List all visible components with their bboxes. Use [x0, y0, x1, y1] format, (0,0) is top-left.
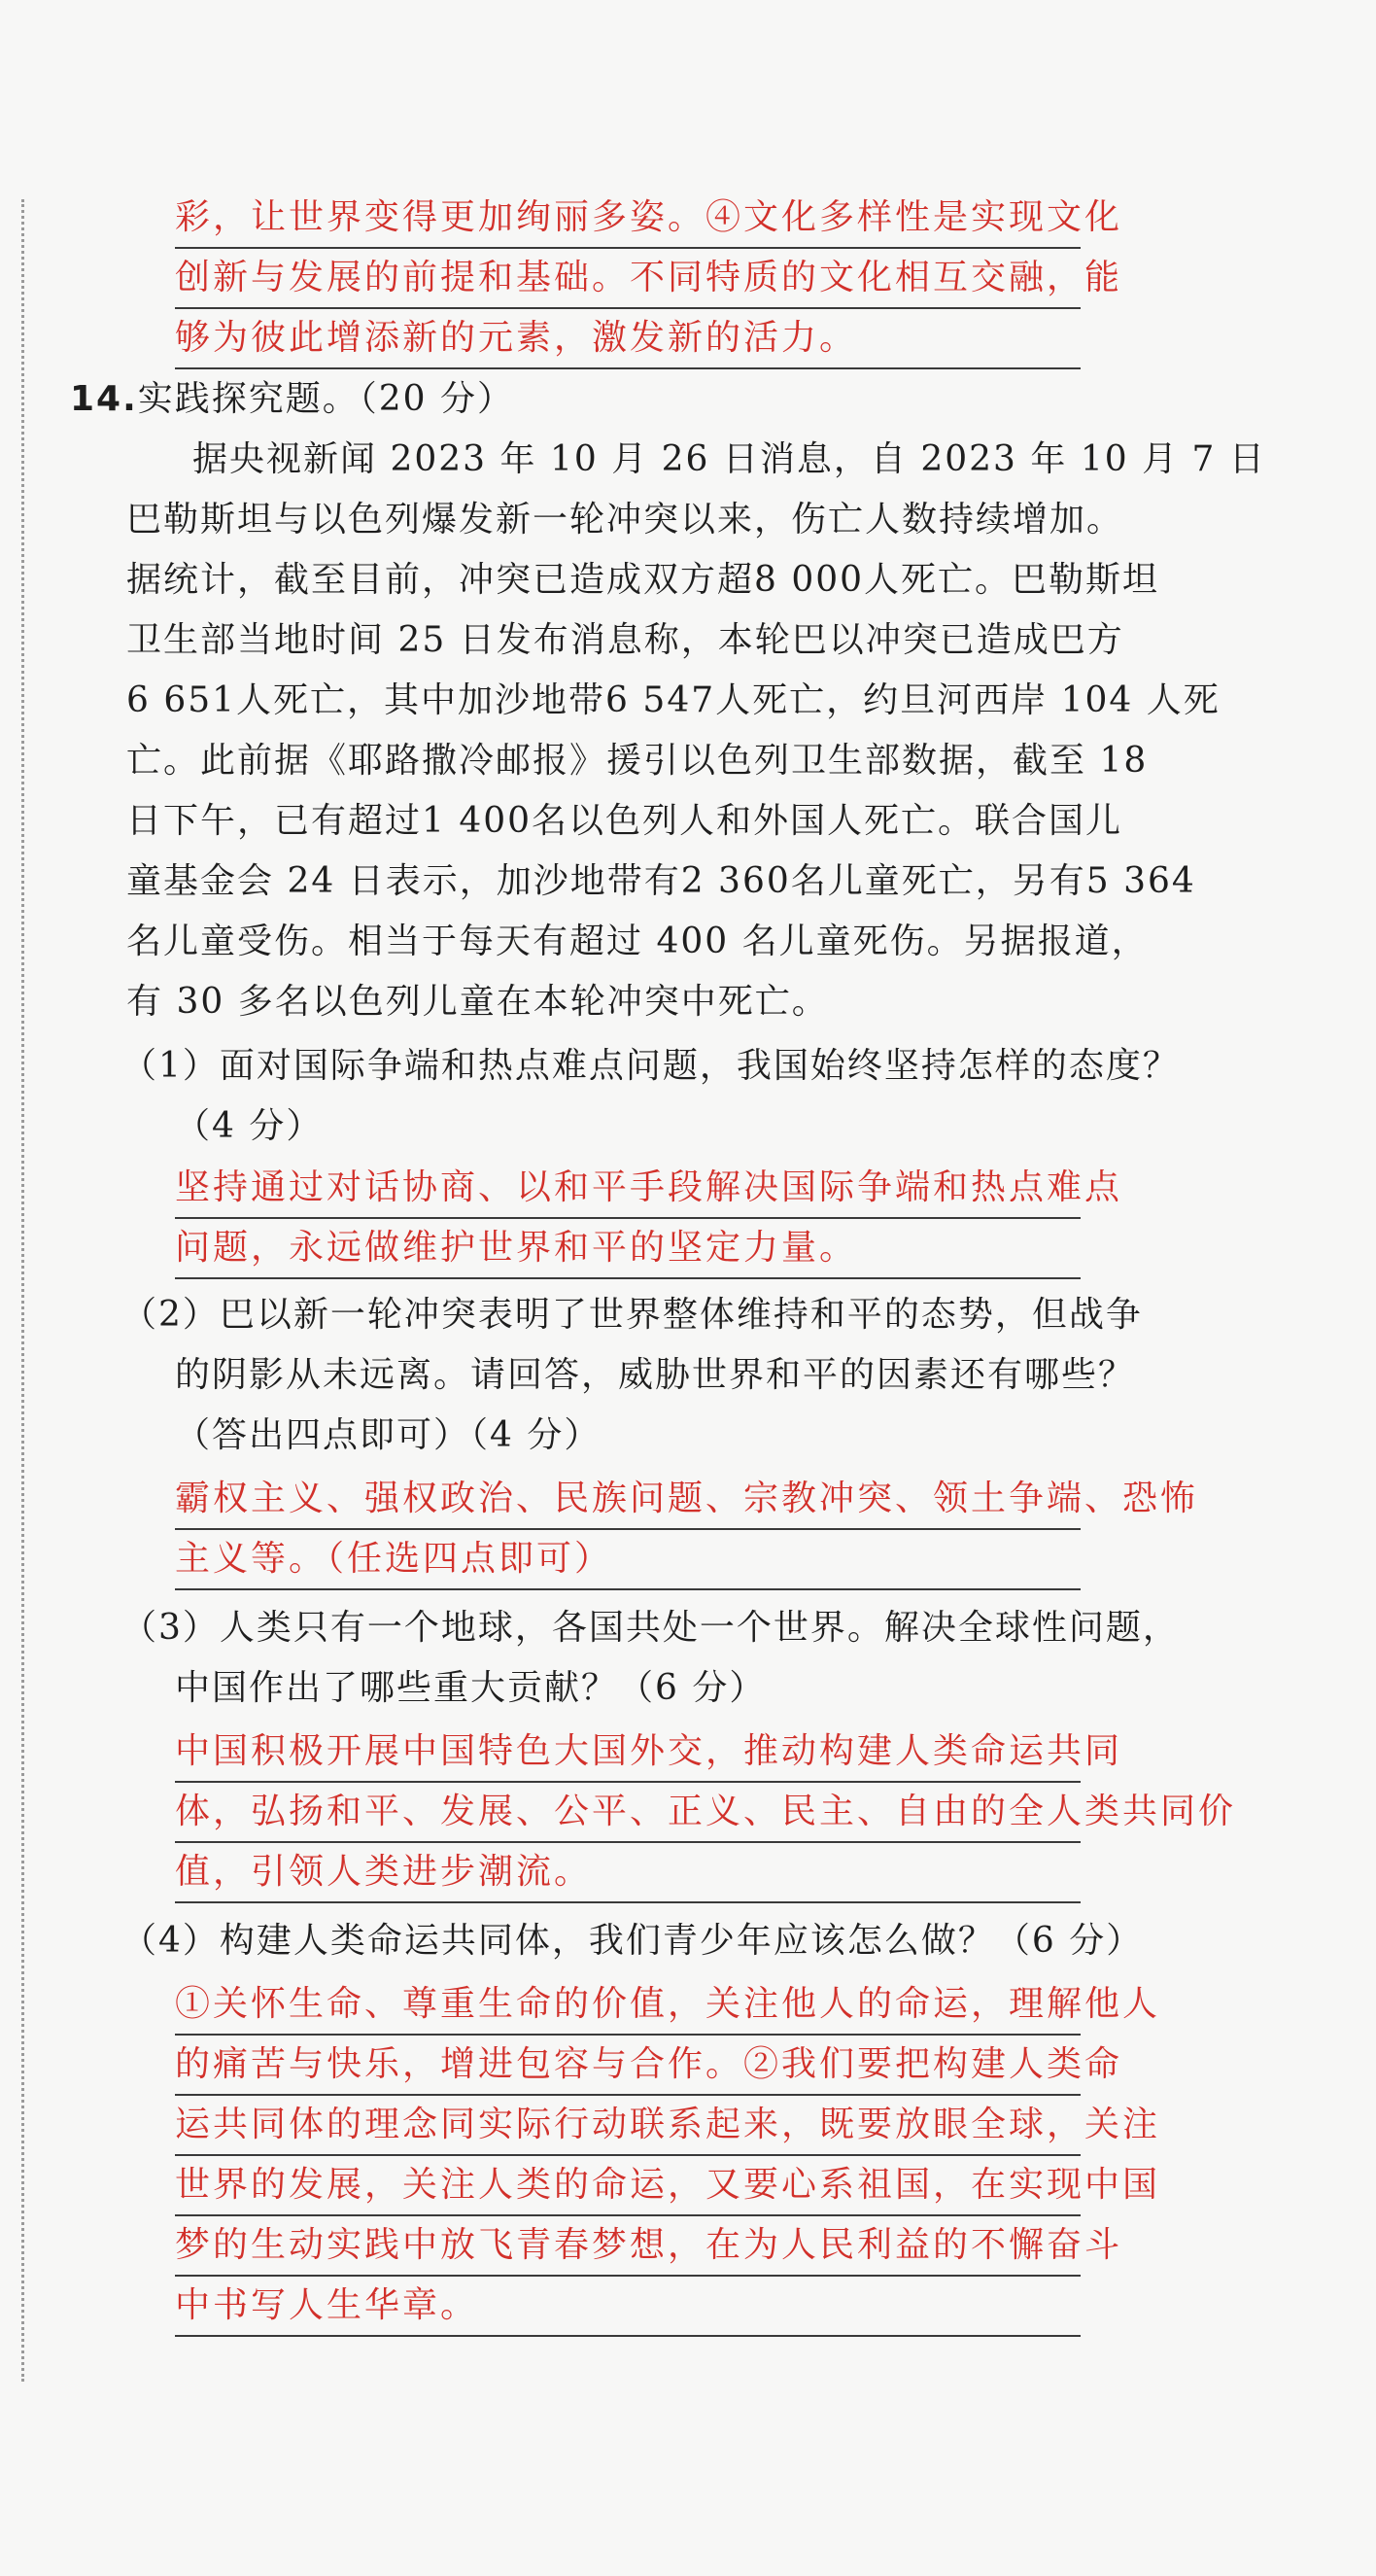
passage-line: 据统计，截至目前，冲突已造成双方超8 000人死亡。巴勒斯坦	[126, 560, 1160, 600]
sub-question-2-line: 的阴影从未远离。请回答，威胁世界和平的因素还有哪些？	[175, 1355, 1136, 1395]
answer-line: 中国积极开展中国特色大国外交，推动构建人类命运共同	[175, 1726, 1081, 1783]
answer-line: 创新与发展的前提和基础。不同特质的文化相互交融，能	[175, 253, 1081, 309]
answer-line: ①关怀生命、尊重生命的价值，关注他人的命运，理解他人	[175, 1979, 1081, 2036]
answer-line: 体，弘扬和平、发展、公平、正义、民主、自由的全人类共同价	[175, 1787, 1081, 1843]
answer-line: 问题，永远做维护世界和平的坚定力量。	[175, 1223, 1081, 1279]
sub-question-3-line: 中国作出了哪些重大贡献？（6 分）	[175, 1668, 767, 1708]
passage-line: 据央视新闻 2023 年 10 月 26 日消息，自 2023 年 10 月 7 日	[192, 439, 1266, 479]
passage-line: 亡。此前据《耶路撒冷邮报》援引以色列卫生部数据，截至 18	[126, 741, 1149, 781]
passage-line: 有 30 多名以色列儿童在本轮冲突中死亡。	[126, 982, 829, 1022]
sub-question-1-points: （4 分）	[175, 1106, 324, 1146]
sub-question-2: （2）巴以新一轮冲突表明了世界整体维持和平的态势，但战争	[121, 1295, 1143, 1335]
answer-line: 主义等。（任选四点即可）	[175, 1534, 1081, 1590]
answer-line: 坚持通过对话协商、以和平手段解决国际争端和热点难点	[175, 1163, 1081, 1219]
binding-margin-dotted-line	[21, 199, 24, 2382]
question-number: 14.	[70, 379, 138, 419]
answer-line: 运共同体的理念同实际行动联系起来，既要放眼全球，关注	[175, 2100, 1081, 2156]
answer-line: 的痛苦与快乐，增进包容与合作。②我们要把构建人类命	[175, 2039, 1081, 2096]
passage-line: 巴勒斯坦与以色列爆发新一轮冲突以来，伤亡人数持续增加。	[126, 500, 1124, 540]
answer-line: 够为彼此增添新的元素，激发新的活力。	[175, 313, 1081, 369]
answer-line: 霸权主义、强权政治、民族问题、宗教冲突、领土争端、恐怖	[175, 1474, 1081, 1530]
passage-line: 名儿童受伤。相当于每天有超过 400 名儿童死伤。另据报道，	[126, 922, 1149, 961]
answer-line: 彩，让世界变得更加绚丽多姿。④文化多样性是实现文化	[175, 192, 1081, 249]
question-heading	[70, 377, 514, 422]
sub-question-3: （3）人类只有一个地球，各国共处一个世界。解决全球性问题，	[121, 1608, 1180, 1648]
answer-line: 值，引领人类进步潮流。	[175, 1847, 1081, 1903]
answer-line: 世界的发展，关注人类的命运，又要心系祖国，在实现中国	[175, 2160, 1081, 2216]
answer-line: 中书写人生华章。	[175, 2280, 1081, 2337]
sub-question-2-line: （答出四点即可）（4 分）	[175, 1415, 602, 1455]
passage-line: 童基金会 24 日表示，加沙地带有2 360名儿童死亡，另有5 364	[126, 861, 1196, 901]
question-title: 实践探究题。（20 分）	[137, 379, 515, 419]
passage-line: 6 651人死亡，其中加沙地带6 547人死亡，约旦河西岸 104 人死	[126, 680, 1221, 720]
passage-line: 日下午，已有超过1 400名以色列人和外国人死亡。联合国儿	[126, 801, 1123, 841]
answer-line: 梦的生动实践中放飞青春梦想，在为人民利益的不懈奋斗	[175, 2220, 1081, 2277]
passage-line: 卫生部当地时间 25 日发布消息称，本轮巴以冲突已造成巴方	[126, 620, 1124, 660]
sub-question-4: （4）构建人类命运共同体，我们青少年应该怎么做？（6 分）	[121, 1921, 1144, 1961]
sub-question-1: （1）面对国际争端和热点难点问题，我国始终坚持怎样的态度？	[121, 1046, 1180, 1086]
